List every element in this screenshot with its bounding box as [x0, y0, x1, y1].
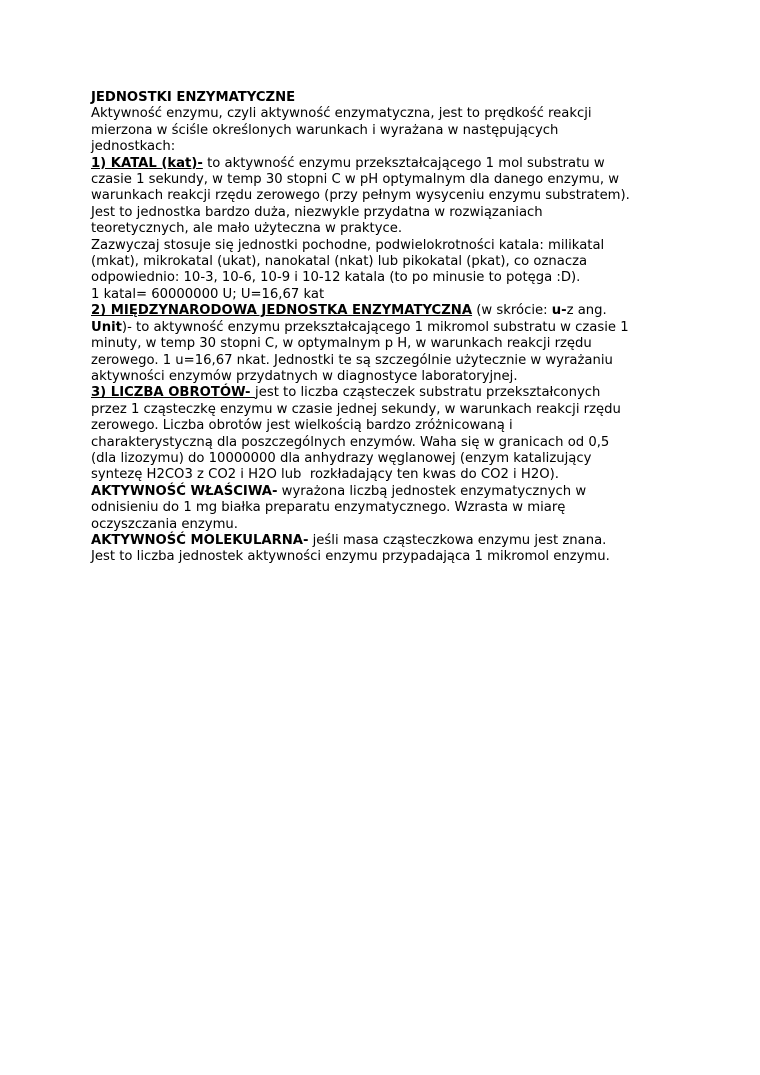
katal-line: teoretycznych, ale mało użyteczna w praktyce.	[91, 221, 403, 237]
unit-rest: )- to aktywność enzymu przekształcającego 1 mikromol substratu w czasie 1	[121, 319, 629, 335]
wlasciwa-heading: AKTYWNOŚĆ WŁAŚCIWA-	[91, 483, 278, 499]
obroty-section	[91, 385, 681, 483]
katal-line: warunkach reakcji rzędu zerowego (przy pełnym wysyceniu enzymu substratem).	[91, 188, 630, 204]
unit-abbreviation: u-	[551, 303, 567, 319]
unit-line: zerowego. 1 u=16,67 nkat. Jednostki te są szczególnie użytecznie w wyrażaniu	[91, 352, 613, 368]
katal-section	[91, 156, 681, 304]
obroty-line: charakterystyczną dla poszczególnych enzymów. Waha się w granicach od 0,5	[91, 434, 610, 450]
unit-section	[91, 303, 681, 385]
katal-heading: 1) KATAL (kat)-	[91, 155, 203, 171]
katal-line: (mkat), mikrokatal (ukat), nanokatal (nkat) lub pikokatal (pkat), co oznacza	[91, 254, 588, 270]
intro-line: Aktywność enzymu, czyli aktywność enzymatyczna, jest to prędkość reakcji	[91, 106, 592, 122]
obroty-line: syntezę H2CO3 z CO2 i H2O lub rozkładający ten kwas do CO2 i H2O).	[91, 467, 559, 483]
katal-first-text: to aktywność enzymu przekształcającego 1 mol substratu w	[202, 155, 605, 171]
obroty-line: zerowego. Liczba obrotów jest wielkością bardzo zróżnicowaną i	[91, 418, 513, 434]
molekularna-section	[91, 533, 681, 566]
katal-line: odpowiednio: 10-3, 10-6, 10-9 i 10-12 katala (to po minusie to potęga :D).	[91, 270, 581, 286]
obroty-first-line	[91, 385, 681, 401]
unit-after-abbreviation: z ang.	[566, 303, 607, 319]
katal-line: Jest to jednostka bardzo duża, niezwykle przydatna w rozwiązaniach	[91, 204, 543, 220]
unit-line: aktywności enzymów przydatnych w diagnostyce laboratoryjnej.	[91, 368, 518, 384]
wlasciwa-line: oczyszczania enzymu.	[91, 516, 238, 532]
document-title: JEDNOSTKI ENZYMATYCZNE	[91, 90, 296, 105]
obroty-line: (dla lizozymu) do 10000000 dla anhydrazy węglanowej (enzym katalizujący	[91, 450, 592, 466]
unit-word: Unit	[91, 319, 122, 335]
intro-paragraph	[91, 106, 681, 155]
molekularna-heading: AKTYWNOŚĆ MOLEKULARNA-	[91, 532, 309, 548]
obroty-heading: 3) LICZBA OBROTÓW-	[91, 385, 256, 401]
intro-line: mierzona w ściśle określonych warunkach i wyrażana w następujących	[91, 122, 559, 138]
obroty-first-text: jest to liczba cząsteczek substratu przekształconych	[255, 385, 601, 401]
unit-after-heading: (w skrócie:	[472, 303, 552, 319]
molekularna-first-line	[91, 533, 681, 549]
wlasciwa-first-text: wyrażona liczbą jednostek enzymatycznych w	[277, 483, 587, 499]
obroty-line: przez 1 cząsteczkę enzymu w czasie jednej sekundy, w warunkach reakcji rzędu	[91, 401, 621, 417]
katal-line: Zazwyczaj stosuje się jednostki pochodne, podwielokrotności katala: milikatal	[91, 237, 605, 253]
intro-line: jednostkach:	[91, 139, 176, 155]
wlasciwa-section	[91, 484, 681, 533]
unit-heading: 2) MIĘDZYNARODOWA JEDNOSTKA ENZYMATYCZNA	[91, 303, 473, 319]
katal-line: 1 katal= 60000000 U; U=16,67 kat	[91, 286, 325, 302]
katal-line: czasie 1 sekundy, w temp 30 stopni C w pH optymalnym dla danego enzymu, w	[91, 172, 620, 188]
document-body	[91, 90, 681, 566]
molekularna-line: Jest to liczba jednostek aktywności enzymu przypadająca 1 mikromol enzymu.	[91, 549, 610, 565]
wlasciwa-first-line	[91, 484, 681, 500]
wlasciwa-line: odnisieniu do 1 mg białka preparatu enzymatycznego. Wzrasta w miarę	[91, 500, 566, 516]
unit-second-line	[91, 320, 681, 336]
unit-first-line	[91, 303, 681, 319]
katal-first-line	[91, 156, 681, 172]
molekularna-first-text: jeśli masa cząsteczkowa enzymu jest znana.	[308, 532, 607, 548]
unit-line: minuty, w temp 30 stopni C, w optymalnym p H, w warunkach reakcji rzędu	[91, 336, 592, 352]
